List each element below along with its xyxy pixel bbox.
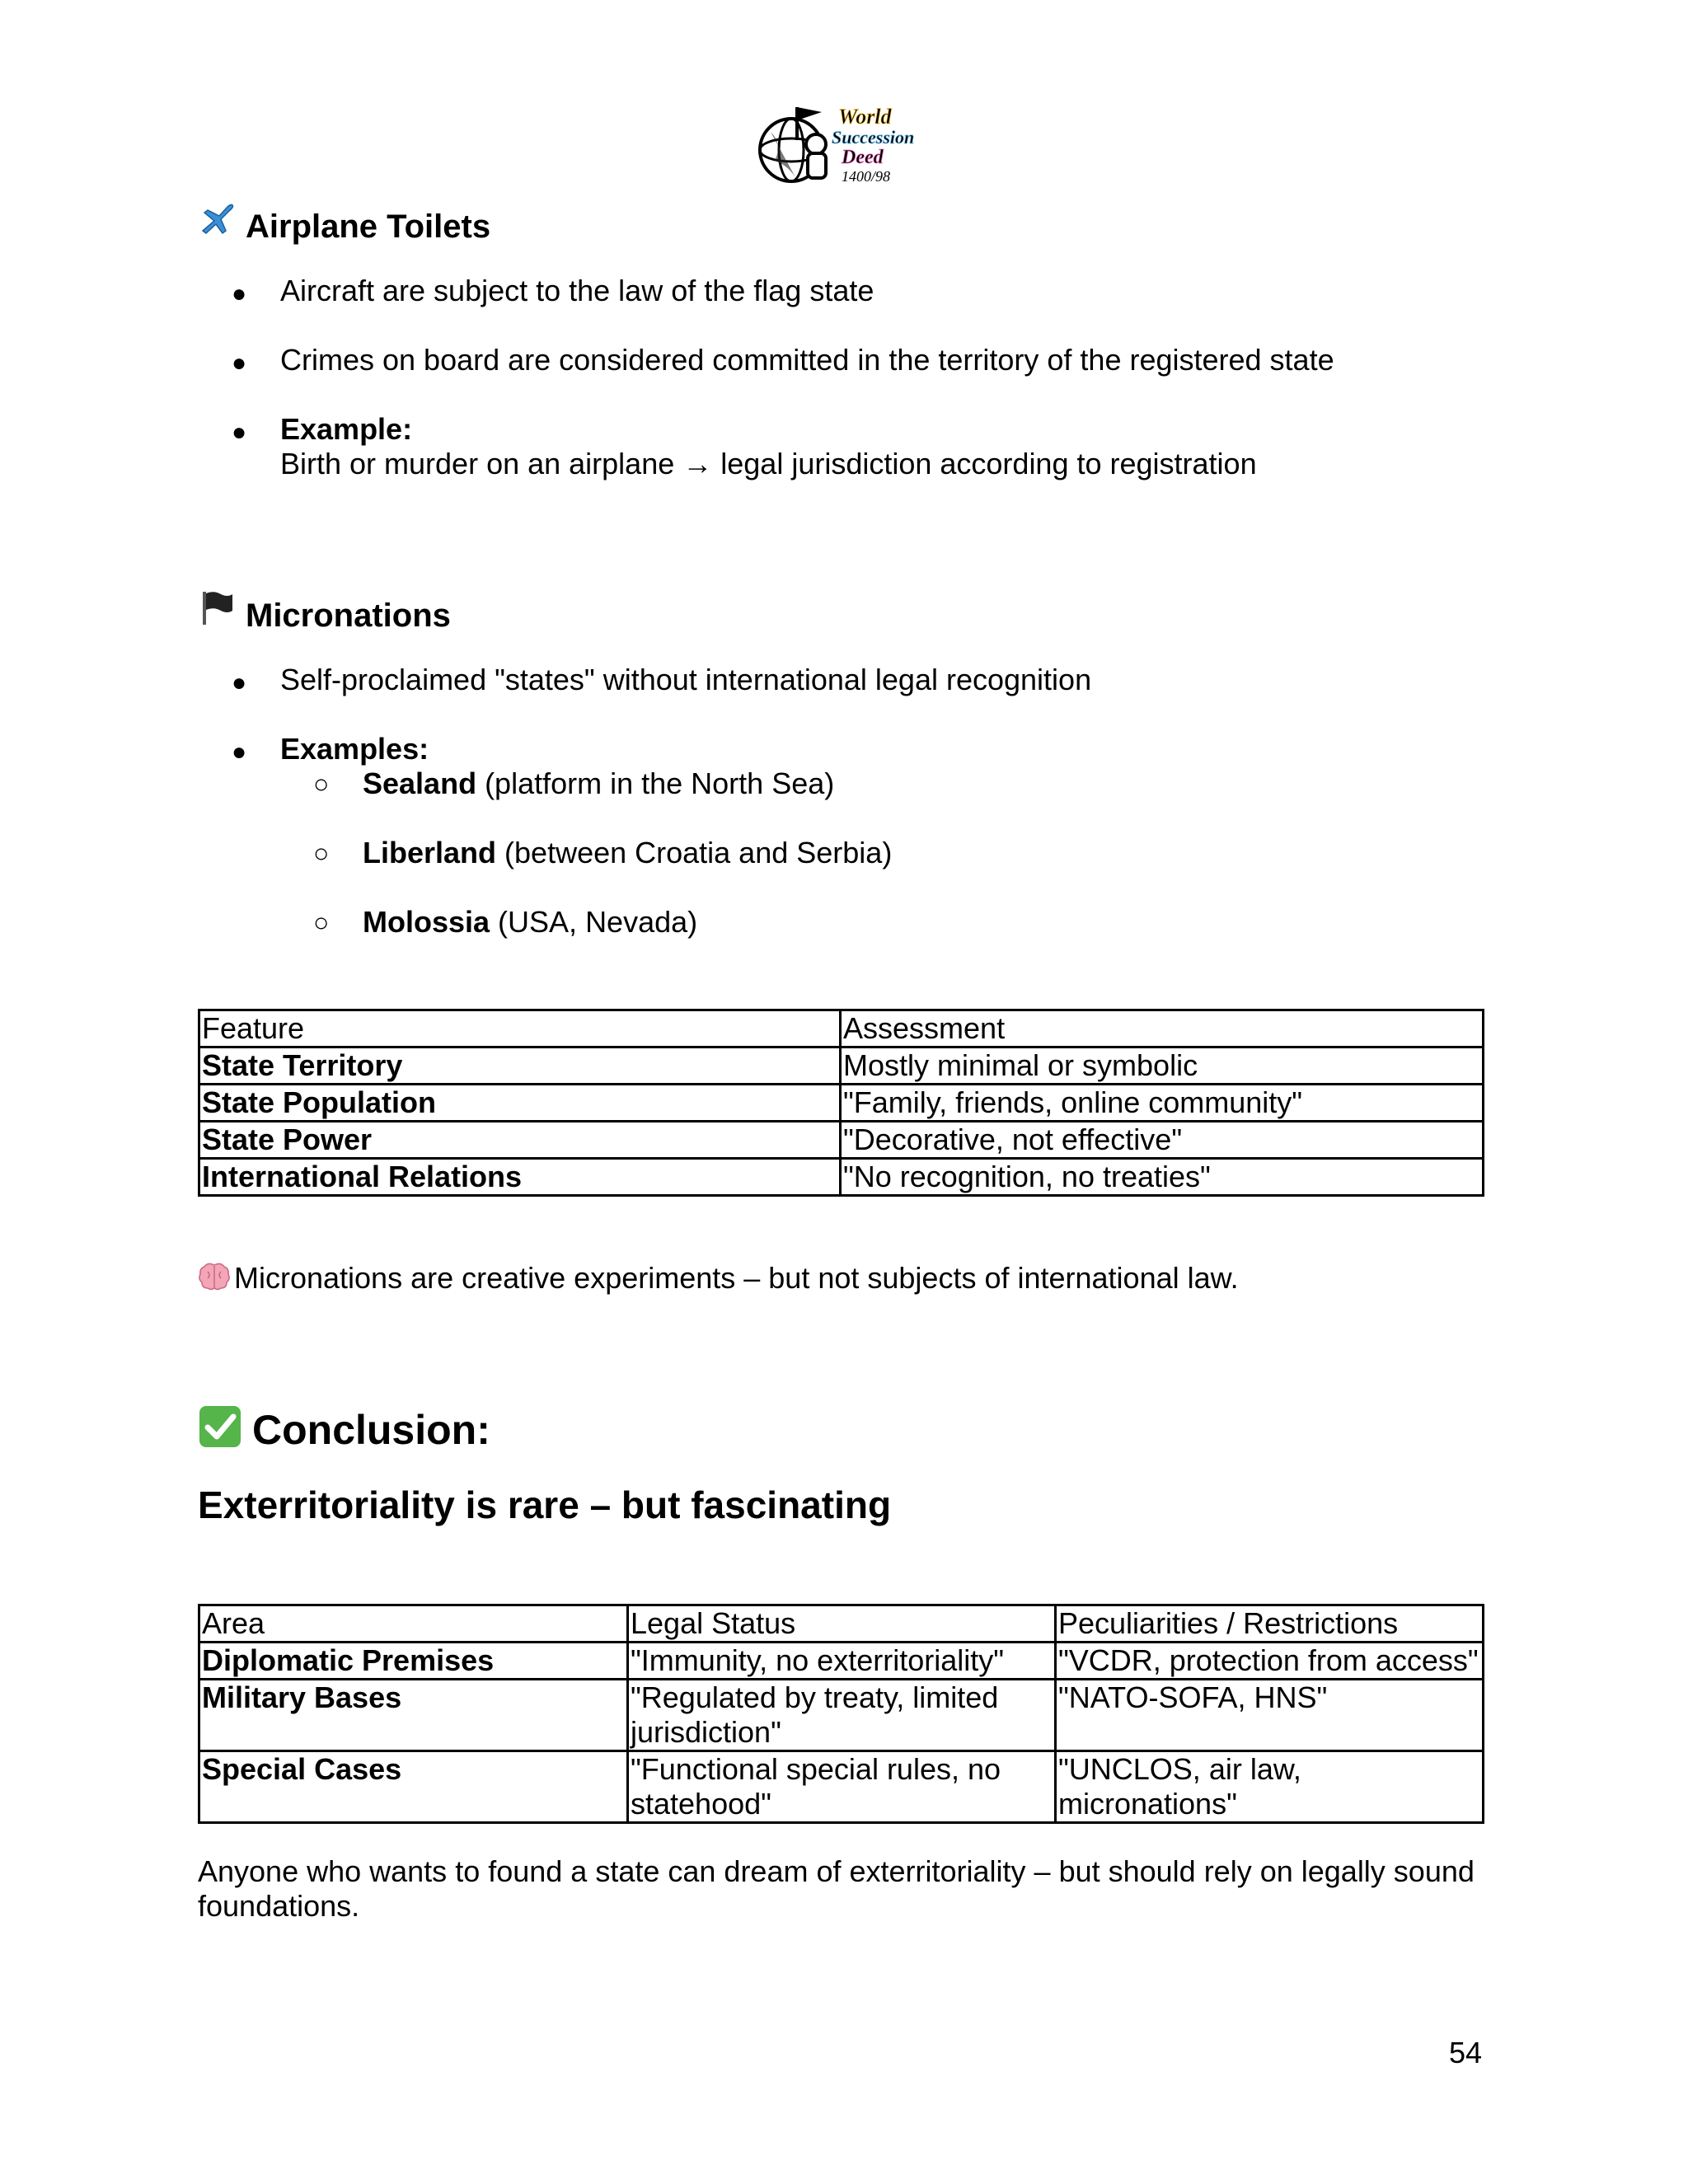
table-row	[199, 1680, 1484, 1751]
table-cell: "Regulated by treaty, limited jurisdiction"	[628, 1680, 1056, 1751]
airplane-section-heading	[198, 199, 490, 247]
table-cell: Military Bases	[199, 1680, 628, 1751]
closing-paragraph: Anyone who wants to found a state can dream of exterritoriality – but should rely on legally sound foundations.	[198, 1854, 1475, 1923]
table-cell: "NATO-SOFA, HNS"	[1056, 1680, 1484, 1751]
table-row	[199, 1751, 1484, 1823]
micronation-name: Liberland	[363, 836, 497, 869]
example-label: Example:	[280, 412, 413, 446]
table-cell: Special Cases	[199, 1751, 628, 1823]
table-row	[199, 1122, 1484, 1159]
sub-bullet-circle: ○	[313, 838, 330, 868]
list-item: Aircraft are subject to the law of the flag state	[280, 274, 874, 307]
bullet-dot: ●	[232, 669, 247, 696]
sub-list-item	[363, 836, 892, 870]
table-header-cell: Peculiarities / Restrictions	[1056, 1605, 1484, 1643]
table-cell: Mostly minimal or symbolic	[841, 1047, 1484, 1085]
table-header-row	[199, 1605, 1484, 1643]
table-cell: "Immunity, no exterritoriality"	[628, 1643, 1056, 1680]
sub-list-item	[363, 905, 697, 940]
table-cell: State Population	[199, 1085, 841, 1122]
bullet-dot: ●	[232, 349, 247, 377]
globe-astronaut-icon	[746, 99, 935, 190]
table-cell: Diplomatic Premises	[199, 1643, 628, 1680]
micronation-name: Sealand	[363, 766, 477, 800]
table-cell: International Relations	[199, 1159, 841, 1196]
micronation-detail: (USA, Nevada)	[490, 905, 698, 939]
table-cell: State Territory	[199, 1047, 841, 1085]
page-number: 54	[1449, 2036, 1483, 2069]
exterritoriality-table	[198, 1604, 1484, 1824]
table-header-row	[199, 1010, 1484, 1047]
svg-text:Deed: Deed	[842, 147, 884, 168]
table-cell: "No recognition, no treaties"	[841, 1159, 1484, 1196]
conclusion-subtitle: Exterritoriality is rare – but fascinating	[198, 1483, 892, 1526]
bullet-dot: ●	[232, 280, 247, 307]
micronations-note	[198, 1261, 1239, 1299]
bullet-dot: ●	[232, 419, 247, 446]
table-header-cell: Assessment	[841, 1010, 1484, 1047]
table-cell: State Power	[199, 1122, 841, 1159]
sub-bullet-circle: ○	[313, 769, 330, 799]
black-flag-icon	[198, 588, 239, 636]
table-cell: "UNCLOS, air law, micronations"	[1056, 1751, 1484, 1823]
svg-text:World: World	[838, 105, 892, 129]
table-cell: "VCDR, protection from access"	[1056, 1643, 1484, 1680]
conclusion-heading	[198, 1404, 490, 1460]
svg-text:1400/98: 1400/98	[842, 168, 891, 185]
brain-icon	[198, 1262, 234, 1299]
micronation-assessment-table	[198, 1009, 1484, 1197]
table-cell: "Decorative, not effective"	[841, 1122, 1484, 1159]
table-row	[199, 1159, 1484, 1196]
airplane-icon	[198, 199, 239, 247]
table-cell: "Family, friends, online community"	[841, 1085, 1484, 1122]
conclusion-title: Conclusion:	[252, 1407, 490, 1453]
table-header-cell: Area	[199, 1605, 628, 1643]
bullet-dot: ●	[232, 738, 247, 766]
micronation-detail: (platform in the North Sea)	[476, 766, 835, 800]
micronations-section-heading	[198, 588, 451, 636]
table-cell: "Functional special rules, no statehood"	[628, 1751, 1056, 1823]
example-text: Birth or murder on an airplane → legal jurisdiction according to registration	[280, 447, 1257, 480]
micronation-detail: (between Croatia and Serbia)	[496, 836, 893, 869]
list-item: Self-proclaimed "states" without international legal recognition	[280, 663, 1092, 696]
table-row	[199, 1085, 1484, 1122]
table-header-cell: Feature	[199, 1010, 841, 1047]
note-text: Micronations are creative experiments – but not subjects of international law.	[234, 1261, 1239, 1295]
sub-list-item	[363, 766, 834, 801]
table-row	[199, 1643, 1484, 1680]
table-header-cell: Legal Status	[628, 1605, 1056, 1643]
airplane-section-title: Airplane Toilets	[246, 209, 491, 245]
list-item: Crimes on board are considered committed in the territory of the registered state	[280, 343, 1334, 377]
table-row	[199, 1047, 1484, 1085]
sub-bullet-circle: ○	[313, 907, 330, 937]
check-mark-icon	[198, 1404, 244, 1460]
micronation-name: Molossia	[363, 905, 490, 939]
micronations-section-title: Micronations	[246, 598, 451, 634]
svg-text:Succession: Succession	[832, 127, 915, 148]
examples-label: Examples:	[280, 732, 429, 766]
world-succession-deed-logo	[746, 99, 935, 190]
